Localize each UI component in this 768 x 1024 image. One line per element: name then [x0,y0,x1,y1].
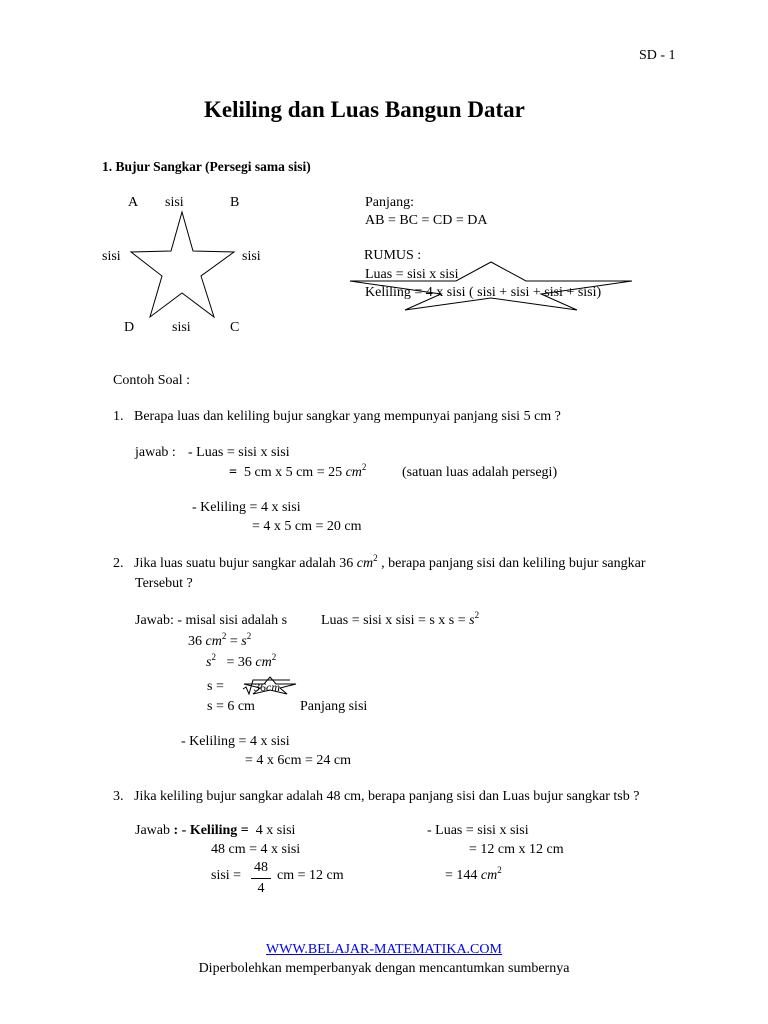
q3-line2: 48 cm = 4 x sisi [211,842,301,857]
vertex-c-label: C [230,320,240,335]
q3-fraction [251,860,271,897]
q2-keliling-line2: = 4 x 6cm = 24 cm [245,753,351,768]
q2-step2-unit: cm [255,655,272,670]
q1-luas-note: (satuan luas adalah persegi) [402,465,558,480]
q3-number: 3. [113,789,124,804]
q3-luas-exp: 2 [497,865,502,875]
q2-step2-s: s [206,655,212,670]
q2-jawab: Jawab: - misal sisi adalah s [135,613,288,628]
rumus-luas: Luas = sisi x sisi [365,267,459,282]
q2-step1-unit-exp: 2 [221,631,227,641]
q3-luas-line2: = 12 cm x 12 cm [469,842,564,857]
q1-luas-value: 5 cm x 5 cm = 25 [243,465,343,480]
q2-question-unit: cm [356,556,374,571]
q2-question-line2: Tersebut ? [135,576,193,591]
q1-jawab: jawab : [135,445,176,460]
rumus-label: RUMUS : [364,248,422,263]
q2-number: 2. [113,556,124,571]
footer-note: Diperbolehkan memperbanyak dengan mencantumkan sumbernya [198,961,570,976]
vertex-a-label: A [128,195,139,210]
q2-step1-s-exp: 2 [246,631,252,641]
q3-jawab-pre: Jawab [135,823,170,838]
q1-keliling-line2: = 4 x 5 cm = 20 cm [252,519,362,534]
q3-luas-line1: - Luas = sisi x sisi [427,823,529,838]
panjang-equation: AB = BC = CD = DA [365,213,488,228]
q1-luas-unit: cm [345,465,362,480]
side-left-label: sisi [102,249,121,264]
q3-jawab-colon: : - Keliling = [170,823,253,838]
footer-link[interactable]: WWW.BELAJAR-MATEMATIKA.COM [266,942,502,957]
q2-question-post: , berapa panjang sisi dan keliling bujur sangkar [381,556,646,571]
side-top-label: sisi [165,195,184,210]
q2-step1-num: 36 [188,634,202,649]
q1-keliling-line1: - Keliling = 4 x sisi [192,500,301,515]
q2-step1-eq: = [229,634,238,649]
q3-jawab-post: 4 x sisi [252,823,296,838]
q2-step2-s-exp: 2 [211,652,216,662]
q3-luas-line3 [445,865,502,885]
vertex-d-label: D [124,320,135,335]
q3-luas-value: = 144 [445,868,478,883]
q1-question: Berapa luas dan keliling bujur sangkar yang mempunyai panjang sisi 5 cm ? [134,409,561,424]
q1-luas-line1: - Luas = sisi x sisi [188,445,290,460]
contoh-label: Contoh Soal : [113,373,191,388]
q3-frac-num: 48 [251,860,271,879]
q2-question-exp: 2 [373,553,378,563]
q2-step1-unit: cm [205,634,222,649]
q3-sisi-result: cm = 12 cm [277,868,344,883]
q2-keliling-line1: - Keliling = 4 x sisi [181,734,290,749]
panjang-label: Panjang: [365,195,414,210]
rumus-keliling: Keliling = 4 x sisi ( sisi + sisi + sisi + sisi) [365,285,602,300]
vertex-b-label: B [230,195,240,210]
page-label: SD - 1 [639,48,676,63]
q2-luas-formula-text: Luas = sisi x sisi = s x s = [321,613,466,628]
q2-s-exp: 2 [474,610,480,620]
q2-step3-root: 36cm [254,680,280,694]
footer [0,942,768,959]
side-bottom-label: sisi [172,320,191,335]
q1-eq-sign: = [229,465,237,480]
page-title: Keliling dan Luas Bangun Datar [204,97,525,122]
q2-step2-eq: = 36 [226,655,252,670]
q3-question: Jika keliling bujur sangkar adalah 48 cm, berapa panjang sisi dan Luas bujur sangkar tsb ? [134,789,640,804]
q2-question-pre: Jika luas suatu bujur sangkar adalah 36 [134,556,354,571]
q3-jawab [135,823,295,840]
q2-step1-s: s [241,634,247,649]
q2-step3: s = [207,679,224,694]
q2-step4-note: Panjang sisi [300,699,368,714]
q1-luas-exp: 2 [361,462,367,472]
q2-step2-unit-exp: 2 [271,652,277,662]
q3-frac-den: 4 [257,881,265,896]
side-right-label: sisi [242,249,261,264]
q3-luas-unit: cm [480,868,498,883]
q2-step4: s = 6 cm [207,699,255,714]
q3-sisi-label: sisi = [211,868,242,883]
q1-number: 1. [113,409,124,424]
q2-s-var: s [469,613,475,628]
section-heading: 1. Bujur Sangkar (Persegi sama sisi) [102,159,311,174]
